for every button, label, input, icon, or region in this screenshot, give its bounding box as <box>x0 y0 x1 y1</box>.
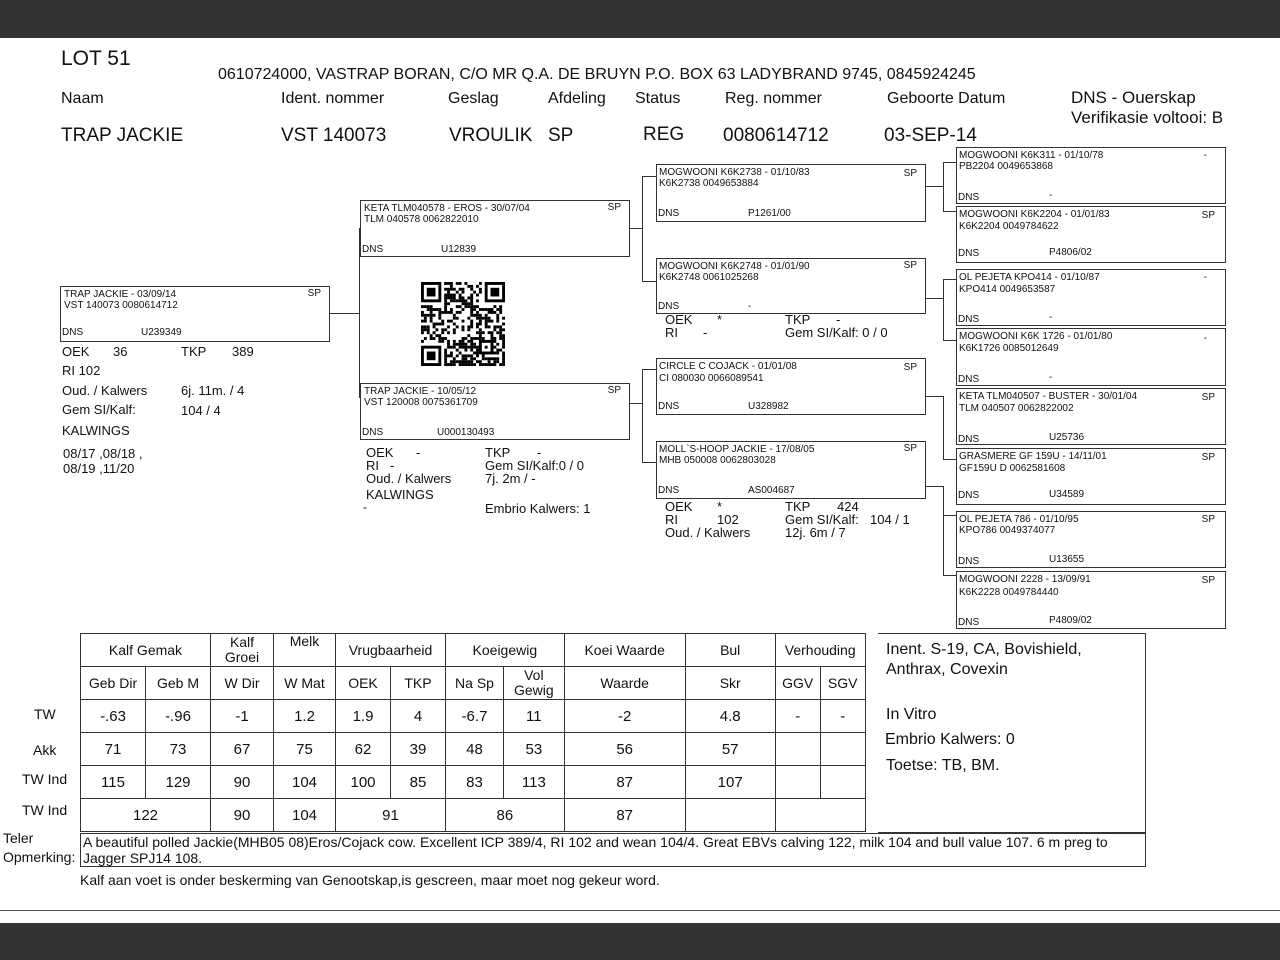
ggp-box-4-code: - <box>1049 372 1053 383</box>
ggp-box-5-dns: DNS <box>958 434 980 445</box>
ggp-box-7-sp: SP <box>1201 514 1215 525</box>
value-geslag: VROULIK <box>449 125 533 146</box>
dns-verifikasie: Verifikasie voltooi: B <box>1071 108 1224 127</box>
cell: 104 <box>274 799 336 832</box>
cell: 62 <box>336 733 391 766</box>
sub-skr: Skr <box>685 667 775 700</box>
ggp-box-8-sp: SP <box>1201 575 1215 586</box>
gp-box-4-sp: SP <box>903 443 917 454</box>
ggp-box-3 <box>956 269 1226 326</box>
ggp-box-2-code: P4806/02 <box>1049 247 1092 258</box>
animal-gem-label: Gem SI/Kalf: <box>62 402 136 417</box>
cell: 75 <box>274 733 336 766</box>
dam-tkp-label: TKP <box>485 445 511 460</box>
animal-oud-value: 6j. 11m. / 4 <box>181 383 245 398</box>
animal-dates-1: 08/17 ,08/18 , <box>63 446 143 461</box>
group-koeigewig: Koeigewig <box>446 634 565 667</box>
sub-tkp: TKP <box>391 667 446 700</box>
ggp-box-7-dns: DNS <box>958 556 980 567</box>
notes-panel <box>878 633 1146 833</box>
dam-oek-value: - <box>416 445 421 460</box>
animal-kalwings: KALWINGS <box>62 423 130 438</box>
sub-ggv: GGV <box>775 667 820 700</box>
gp-box-1-title: MOGWOONI K6K2738 - 01/10/83 <box>659 167 810 178</box>
ggp-box-8-code: P4809/02 <box>1049 615 1092 626</box>
row-label-tw-ind: TW Ind <box>22 771 68 787</box>
cell: 100 <box>336 766 391 799</box>
gp-box-2-sp: SP <box>903 260 917 271</box>
animal-oud-label: Oud. / Kalwers <box>62 383 148 398</box>
header-geboorte: Geboorte Datum <box>887 90 1006 107</box>
remarks-box <box>80 833 1146 867</box>
header-afdeling: Afdeling <box>548 90 606 107</box>
animal-box-code: U239349 <box>141 327 182 338</box>
teler-label: Teler <box>3 830 34 846</box>
top-bar <box>0 0 1280 38</box>
gp-box-4-dns: DNS <box>658 485 680 496</box>
ggp-box-4-title: MOGWOONI K6K 1726 - 01/01/80 <box>959 331 1113 342</box>
animal-dates-2: 08/19 ,11/20 <box>63 461 135 476</box>
cell: 57 <box>685 733 775 766</box>
dam-ri-value: - <box>390 458 395 473</box>
cell <box>820 733 865 766</box>
cell: -6.7 <box>446 700 504 733</box>
gp4-oud-label: Oud. / Kalwers <box>665 525 751 540</box>
ggp-box-2 <box>956 206 1226 263</box>
group-kalf-gemak: Kalf Gemak <box>81 634 211 667</box>
cell: 113 <box>504 766 565 799</box>
gp2-ri-label: RI <box>665 325 678 340</box>
cell: 91 <box>336 799 446 832</box>
sire-box-sp: SP <box>607 202 621 213</box>
cell: 11 <box>504 700 565 733</box>
ggp-box-2-sp: SP <box>1201 210 1215 221</box>
row-akk <box>81 733 866 766</box>
gp-box-1 <box>656 164 926 222</box>
bottom-bar <box>0 923 1280 960</box>
value-ident: VST 140073 <box>281 125 387 146</box>
group-kalf-groei: Kalf Groei <box>211 634 274 667</box>
ggp-box-3-sp: - <box>1203 272 1207 283</box>
cell: 71 <box>81 733 146 766</box>
gp4-tkp-value: 424 <box>837 499 859 514</box>
ggp-box-3-code: - <box>1049 312 1053 323</box>
value-naam: TRAP JACKIE <box>61 125 184 146</box>
ggp-box-8-line2: K6K2228 0049784440 <box>959 587 1059 598</box>
ggp-box-5-sp: SP <box>1201 392 1215 403</box>
dam-box-code: U000130493 <box>437 427 495 438</box>
ggp-box-4 <box>956 328 1226 386</box>
ggp-box-1-sp: - <box>1203 150 1207 161</box>
value-afdeling: SP <box>548 125 574 146</box>
qr-code <box>420 282 506 366</box>
ggp-box-6 <box>956 448 1226 505</box>
ggp-box-1-line2: PB2204 0049653868 <box>959 161 1053 172</box>
sire-box-code: U12839 <box>441 244 477 255</box>
cell: 122 <box>81 799 211 832</box>
group-vrugbaarheid: Vrugbaarheid <box>336 634 446 667</box>
cell: 87 <box>564 766 685 799</box>
dam-box-dns: DNS <box>362 427 384 438</box>
cell: 85 <box>391 766 446 799</box>
dam-oek-label: OEK <box>366 445 394 460</box>
ggp-box-1 <box>956 147 1226 204</box>
animal-oek-value: 36 <box>113 344 128 359</box>
opmerking-label: Opmerking: <box>3 849 76 865</box>
gp-box-1-code: P1261/00 <box>748 208 791 219</box>
cell: 86 <box>446 799 565 832</box>
cell: 1.9 <box>336 700 391 733</box>
cell: 73 <box>146 733 211 766</box>
header-naam: Naam <box>61 90 104 107</box>
ggp-box-6-line2: GF159U D 0062581608 <box>959 463 1066 474</box>
gp4-oek-value: * <box>717 499 723 514</box>
ggp-box-7-title: OL PEJETA 786 - 01/10/95 <box>959 514 1079 525</box>
ggp-box-1-dns: DNS <box>958 192 980 203</box>
animal-tkp-label: TKP <box>181 344 207 359</box>
gp-box-3-dns: DNS <box>658 401 680 412</box>
gp4-gem-value: 104 / 1 <box>870 512 910 527</box>
gp-box-3 <box>656 358 926 415</box>
gp-box-2-line2: K6K2748 0061025268 <box>659 272 759 283</box>
gp4-ri-label: RI <box>665 512 678 527</box>
value-status: REG <box>643 124 685 145</box>
ggp-box-8-dns: DNS <box>958 617 980 628</box>
gp4-ri-value: 102 <box>717 512 739 527</box>
ggp-box-6-title: GRASMERE GF 159U - 14/11/01 <box>959 451 1107 462</box>
sub-w-mat: W Mat <box>274 667 336 700</box>
group-melk: Melk <box>274 634 336 667</box>
animal-box <box>60 286 330 342</box>
sub-waarde: Waarde <box>564 667 685 700</box>
ggp-box-2-line2: K6K2204 0049784622 <box>959 221 1059 232</box>
header-geslag: Geslag <box>448 90 499 107</box>
gp2-ri-value: - <box>703 325 708 340</box>
sire-box-title: KETA TLM040578 - EROS - 30/07/04 <box>364 203 530 214</box>
footer-note: Kalf aan voet is onder beskerming van Genootskap,is gescreen, maar moet nog gekeur word. <box>80 872 660 888</box>
sub-w-dir: W Dir <box>211 667 274 700</box>
cell: 90 <box>211 799 274 832</box>
row-label-akk: Akk <box>33 742 57 758</box>
ggp-box-1-title: MOGWOONI K6K311 - 01/10/78 <box>959 150 1104 161</box>
cell <box>685 799 775 832</box>
gp-box-4 <box>656 441 926 499</box>
ggp-box-6-sp: SP <box>1201 452 1215 463</box>
ggp-box-2-dns: DNS <box>958 248 980 259</box>
ggp-box-5 <box>956 388 1226 445</box>
gp-box-3-sp: SP <box>903 362 917 373</box>
ggp-box-3-dns: DNS <box>958 314 980 325</box>
animal-ri: RI 102 <box>62 363 101 378</box>
page-divider <box>0 910 1280 911</box>
ggp-box-2-title: MOGWOONI K6K2204 - 01/01/83 <box>959 209 1110 220</box>
value-reg: 0080614712 <box>723 125 829 146</box>
cell: -.96 <box>146 700 211 733</box>
sire-box-dns: DNS <box>362 244 384 255</box>
sub-geb-m: Geb M <box>146 667 211 700</box>
sub-na-sp: Na Sp <box>446 667 504 700</box>
dam-box-title: TRAP JACKIE - 10/05/12 <box>364 386 477 397</box>
dam-tkp-value: - <box>537 445 542 460</box>
gp2-oek-value: * <box>717 312 723 327</box>
dam-kalwings: KALWINGS <box>366 487 434 502</box>
gp2-tkp-value: - <box>836 312 841 327</box>
ggp-box-7 <box>956 511 1226 568</box>
dns-ouerskap: DNS - Ouerskap <box>1071 88 1196 107</box>
dam-oud-value: 7j. 2m / - <box>485 471 536 486</box>
header-ident: Ident. nommer <box>281 90 385 107</box>
ggp-box-4-dns: DNS <box>958 374 980 385</box>
cell: - <box>775 700 820 733</box>
ggp-box-3-title: OL PEJETA KPO414 - 01/10/87 <box>959 272 1100 283</box>
ggp-box-5-code: U25736 <box>1049 432 1085 443</box>
cell: 115 <box>81 766 146 799</box>
ggp-box-8-title: MOGWOONI 2228 - 13/09/91 <box>959 574 1091 585</box>
ggp-box-6-dns: DNS <box>958 490 980 501</box>
cell: 107 <box>685 766 775 799</box>
sub-geb-dir: Geb Dir <box>81 667 146 700</box>
cell: 53 <box>504 733 565 766</box>
group-koei-waarde: Koei Waarde <box>564 634 685 667</box>
cell <box>775 733 820 766</box>
gp-box-3-title: CIRCLE C COJACK - 01/01/08 <box>659 361 797 372</box>
ggp-box-5-line2: TLM 040507 0062822002 <box>959 403 1074 414</box>
animal-gem-value: 104 / 4 <box>181 403 221 418</box>
gp-box-2-title: MOGWOONI K6K2748 - 01/01/90 <box>659 261 810 272</box>
gp-box-2 <box>656 258 926 314</box>
gp4-oek-label: OEK <box>665 499 693 514</box>
ggp-box-7-line2: KPO786 0049374077 <box>959 525 1056 536</box>
gp2-tkp-label: TKP <box>785 312 811 327</box>
dam-gem: Gem SI/Kalf:0 / 0 <box>485 458 584 473</box>
cell: 4.8 <box>685 700 775 733</box>
dam-box-sp: SP <box>607 385 621 396</box>
cell: - <box>820 700 865 733</box>
animal-oek-label: OEK <box>62 344 90 359</box>
cell <box>820 766 865 799</box>
gp4-oud-value: 12j. 6m / 7 <box>785 525 846 540</box>
gp-box-1-sp: SP <box>903 168 917 179</box>
gp-box-1-line2: K6K2738 0049653884 <box>659 178 759 189</box>
ggp-box-1-code: - <box>1049 190 1053 201</box>
dam-dash: - <box>363 500 367 514</box>
value-geboorte: 03-SEP-14 <box>884 125 977 146</box>
cell: -2 <box>564 700 685 733</box>
row-label-tw-ind-2: TW Ind <box>22 802 68 818</box>
cell: 4 <box>391 700 446 733</box>
dam-ri-label: RI <box>366 458 379 473</box>
ggp-box-5-title: KETA TLM040507 - BUSTER - 30/01/04 <box>959 391 1138 402</box>
ggp-box-8 <box>956 571 1226 629</box>
animal-box-dns: DNS <box>62 327 84 338</box>
gp-box-4-title: MOLL`S-HOOP JACKIE - 17/08/05 <box>659 444 815 455</box>
gp2-oek-label: OEK <box>665 312 693 327</box>
lot-number: LOT 51 <box>61 47 131 70</box>
row-tw-ind-grouped <box>81 799 866 832</box>
cell: 87 <box>564 799 685 832</box>
cell: 83 <box>446 766 504 799</box>
dam-box <box>360 383 630 440</box>
cell: -1 <box>211 700 274 733</box>
header-reg: Reg. nommer <box>725 90 822 107</box>
row-label-tw: TW <box>34 706 56 722</box>
gp4-tkp-label: TKP <box>785 499 811 514</box>
cell: 90 <box>211 766 274 799</box>
ggp-box-7-code: U13655 <box>1049 554 1085 565</box>
gp-box-4-code: AS004687 <box>748 485 795 496</box>
cell: 48 <box>446 733 504 766</box>
cell: 1.2 <box>274 700 336 733</box>
ggp-box-4-line2: K6K1726 0085012649 <box>959 343 1059 354</box>
row-tw-ind <box>81 766 866 799</box>
cell: 39 <box>391 733 446 766</box>
cell: 104 <box>274 766 336 799</box>
cell <box>775 799 865 832</box>
notes-invitro: In Vitro <box>886 706 937 723</box>
sire-box <box>360 200 630 257</box>
animal-box-sp: SP <box>307 288 321 299</box>
remarks-text: A beautiful polled Jackie(MHB05 08)Eros/Cojack cow. Excellent ICP 389/4, RI 102 and wean 104/4. Great EBVs calving 122, milk 104 and bull value 107. 6 m preg to Jagger SPJ14 108. <box>83 834 1108 866</box>
cell: 67 <box>211 733 274 766</box>
sire-box-line2: TLM 040578 0062822010 <box>364 214 479 225</box>
gp-box-3-line2: CI 080030 0066089541 <box>659 373 764 384</box>
gp-box-2-code: - <box>748 301 752 312</box>
animal-box-title: TRAP JACKIE - 03/09/14 <box>64 289 177 300</box>
group-verhouding: Verhouding <box>775 634 865 667</box>
dam-box-line2: VST 120008 0075361709 <box>364 397 478 408</box>
gp4-gem-label: Gem SI/Kalf: <box>785 512 859 527</box>
dam-embrio: Embrio Kalwers: 1 <box>485 501 591 516</box>
notes-inent: Inent. S-19, CA, Bovishield, Anthrax, Covexin <box>886 641 1082 678</box>
owner-line: 0610724000, VASTRAP BORAN, C/O MR Q.A. DE BRUYN P.O. BOX 63 LADYBRAND 9745, 0845924245 <box>218 66 976 83</box>
group-bul: Bul <box>685 634 775 667</box>
gp-box-3-code: U328982 <box>748 401 789 412</box>
header-status: Status <box>635 90 681 107</box>
ggp-box-4-sp: - <box>1203 333 1207 344</box>
row-tw <box>81 700 866 733</box>
ebv-table <box>80 633 866 832</box>
gp-box-4-line2: MHB 050008 0062803028 <box>659 455 776 466</box>
cell: 56 <box>564 733 685 766</box>
cell: -.63 <box>81 700 146 733</box>
animal-box-line2: VST 140073 0080614712 <box>64 300 178 311</box>
sub-vol-gewig: Vol Gewig <box>504 667 565 700</box>
gp-box-2-dns: DNS <box>658 301 680 312</box>
gp-box-1-dns: DNS <box>658 208 680 219</box>
sub-oek: OEK <box>336 667 391 700</box>
animal-tkp-value: 389 <box>232 344 254 359</box>
ggp-box-6-code: U34589 <box>1049 489 1085 500</box>
dam-oud-label: Oud. / Kalwers <box>366 471 452 486</box>
cell: 129 <box>146 766 211 799</box>
ggp-box-3-line2: KPO414 0049653587 <box>959 284 1056 295</box>
cell <box>775 766 820 799</box>
sub-sgv: SGV <box>820 667 865 700</box>
notes-toetse: Toetse: TB, BM. <box>886 757 1000 774</box>
gp2-gem: Gem SI/Kalf: 0 / 0 <box>785 325 888 340</box>
notes-embrio: Embrio Kalwers: 0 <box>885 731 1015 748</box>
